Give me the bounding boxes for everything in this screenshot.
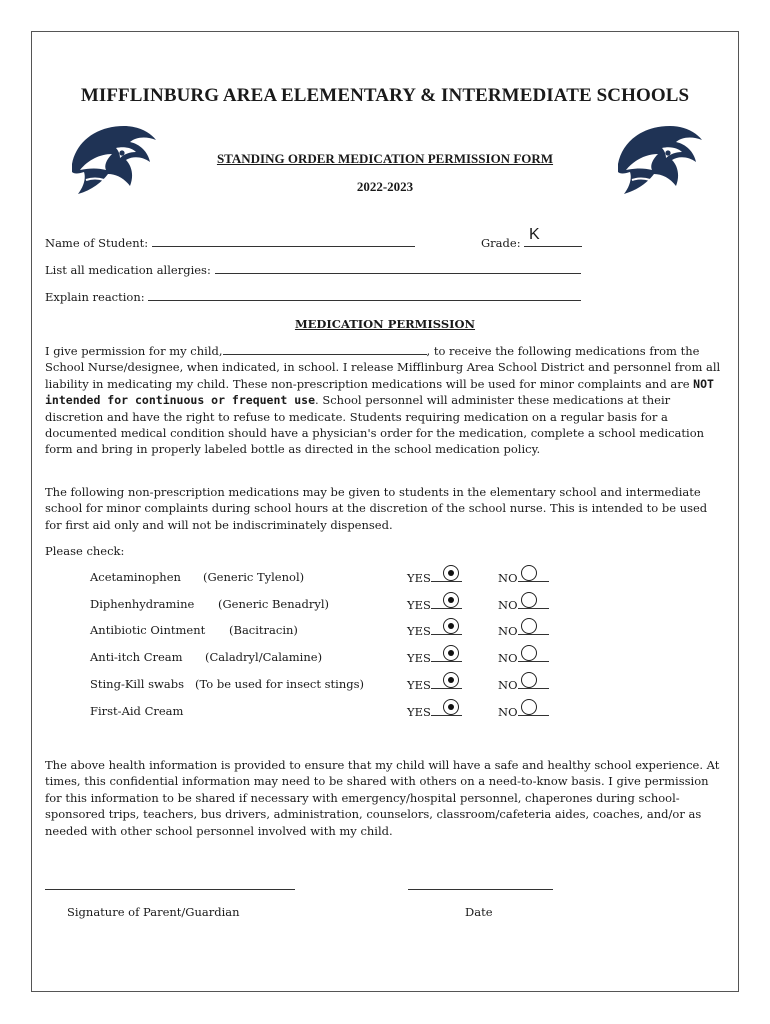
reaction-label: Explain reaction: xyxy=(45,290,145,304)
school-title: MIFFLINBURG AREA ELEMENTARY & INTERMEDIATE SCHOOLS xyxy=(80,85,690,106)
no-label: NO xyxy=(498,677,549,692)
yes-radio[interactable] xyxy=(443,592,459,608)
medication-name: Anti-itch Cream xyxy=(90,650,183,664)
child-name-input[interactable] xyxy=(223,343,427,355)
yes-label: YES xyxy=(407,704,462,719)
medication-generic: (To be used for insect stings) xyxy=(195,677,364,691)
medication-name: Acetaminophen xyxy=(90,570,181,584)
yes-label: YES xyxy=(407,623,462,638)
please-check-label: Please check: xyxy=(45,544,125,558)
student-name-row xyxy=(45,235,415,250)
no-radio[interactable] xyxy=(521,618,537,634)
medication-generic: (Caladryl/Calamine) xyxy=(205,650,323,664)
date-line[interactable] xyxy=(408,889,553,890)
medication-generic: (Generic Tylenol) xyxy=(203,570,305,584)
form-subtitle: STANDING ORDER MEDICATION PERMISSION FORM xyxy=(216,151,554,166)
first-aid-paragraph: The following non-prescription medications may be given to students in the elementary school and intermediate school for minor complaints during school hours at the discretion of the school nurse. This is intended to be used for first aid only and will not be indiscriminately dispensed. xyxy=(45,485,708,532)
yes-radio[interactable] xyxy=(443,672,459,688)
no-label: NO xyxy=(498,623,549,638)
yes-radio[interactable] xyxy=(443,699,459,715)
student-name-input[interactable] xyxy=(152,235,415,247)
parent-signature-line[interactable] xyxy=(45,889,295,890)
no-radio[interactable] xyxy=(521,645,537,661)
date-label: Date xyxy=(465,905,493,919)
no-radio[interactable] xyxy=(521,565,537,581)
grade-value: K xyxy=(529,226,540,243)
medication-generic: (Generic Benadryl) xyxy=(218,597,330,611)
yes-label: YES xyxy=(407,570,462,585)
permission-text-bold: NOT intended for continuous or frequent use xyxy=(45,376,714,408)
school-year: 2022-2023 xyxy=(356,179,414,194)
no-label: NO xyxy=(498,704,549,719)
allergies-input[interactable] xyxy=(215,262,581,274)
no-label: NO xyxy=(498,570,549,585)
disclosure-paragraph: The above health information is provided to ensure that my child will have a safe and healthy school experience. At times, this confidential information may need to be shared with others on a need-to-know basis. I give permission for this information to be shared if necessary with emergency/hospital personnel, chaperones during school-sponsored trips, teachers, bus drivers, administration, counselors, classroom/cafeteria aides, coaches, and/or as needed with other school personnel involved with my child. xyxy=(45,758,720,838)
permission-text-middle: , to receive the following medications from the School Nurse/designee, when indicated, in school. I release Mifflinburg Area School District and personnel from all liability in medicating my child. These non-prescription medications will be used for minor complaints and are xyxy=(45,344,721,391)
medication-name: Diphenhydramine xyxy=(90,597,195,611)
medication-name: Antibiotic Ointment xyxy=(90,623,206,637)
no-radio[interactable] xyxy=(521,699,537,715)
reaction-row xyxy=(45,289,581,304)
medication-name: First-Aid Cream xyxy=(90,704,184,718)
yes-radio[interactable] xyxy=(443,645,459,661)
allergies-label: List all medication allergies: xyxy=(45,263,211,277)
no-radio[interactable] xyxy=(521,672,537,688)
yes-label: YES xyxy=(407,650,462,665)
grade-label: Grade: xyxy=(481,236,521,250)
no-radio[interactable] xyxy=(521,592,537,608)
yes-label: YES xyxy=(407,597,462,612)
yes-radio[interactable] xyxy=(443,618,459,634)
permission-text-start: I give permission for my child, xyxy=(45,344,223,358)
medication-generic: (Bacitracin) xyxy=(229,623,298,637)
permission-paragraph xyxy=(45,343,725,458)
student-name-label: Name of Student: xyxy=(45,236,149,250)
yes-label: YES xyxy=(407,677,462,692)
medication-permission-heading: MEDICATION PERMISSION xyxy=(294,317,476,331)
medication-name: Sting-Kill swabs xyxy=(90,677,184,691)
no-label: NO xyxy=(498,650,549,665)
parent-signature-label: Signature of Parent/Guardian xyxy=(67,905,240,919)
yes-radio[interactable] xyxy=(443,565,459,581)
allergies-row xyxy=(45,262,581,277)
reaction-input[interactable] xyxy=(148,289,581,301)
no-label: NO xyxy=(498,597,549,612)
permission-text-end: . School personnel will administer these medications at their discretion and have the right to refuse to medicate. Students requiring medication on a regular basis for a documented medical condition should have a physician's order for the medication, complete a school medication form and bring in properly labeled bottle as directed in the school medication policy. xyxy=(45,393,705,457)
